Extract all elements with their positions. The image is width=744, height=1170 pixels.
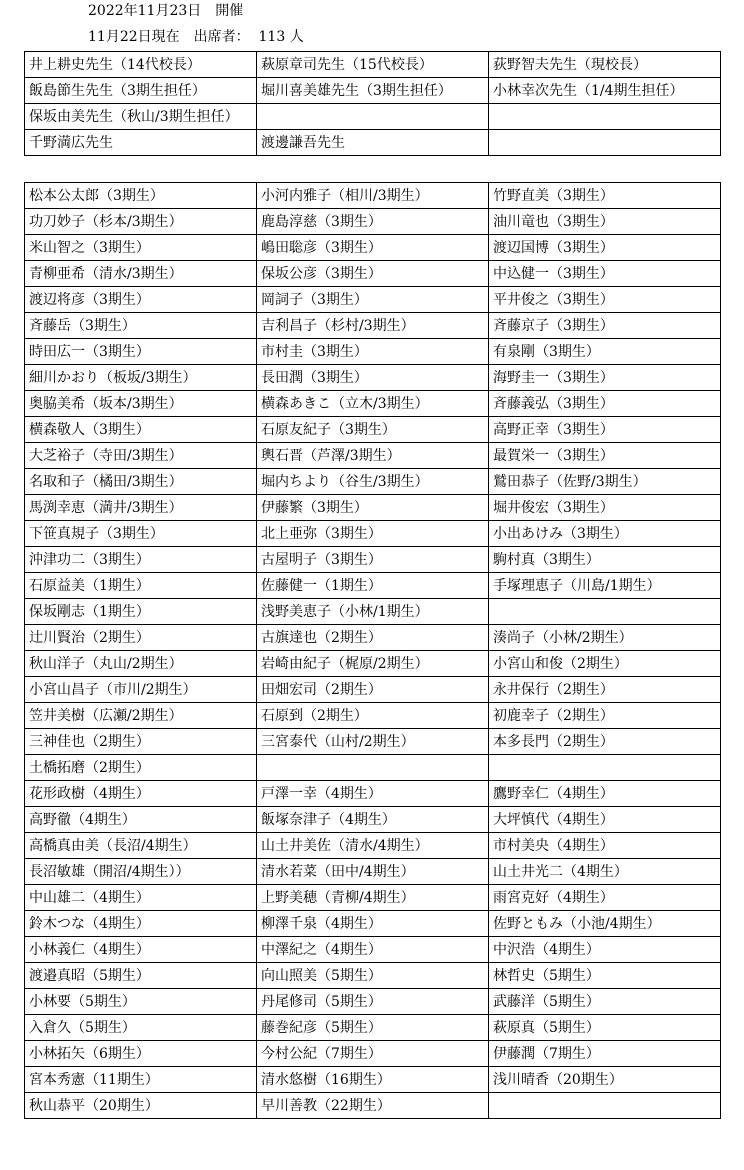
alumni-row: [25, 443, 721, 469]
alumni-row-cell: 中込健一（3期生）: [489, 261, 721, 287]
alumni-row-cell: 松本公太郎（3期生）: [25, 183, 257, 209]
alumni-row: [25, 339, 721, 365]
alumni-row-cell: 横森あきこ（立木/3期生）: [257, 391, 489, 417]
alumni-row-cell: 嶋田聡彦（3期生）: [257, 235, 489, 261]
teacher-row-cell: 堀川喜美雄先生（3期生担任）: [257, 78, 489, 104]
alumni-row-cell: 古屋明子（3期生）: [257, 547, 489, 573]
alumni-row-cell: 平井俊之（3期生）: [489, 287, 721, 313]
alumni-row-cell: 古旗達也（2期生）: [257, 625, 489, 651]
alumni-row-cell: 小林拓矢（6期生）: [25, 1041, 257, 1067]
alumni-row-cell: 最賀栄一（3期生）: [489, 443, 721, 469]
alumni-row-cell: 山土井美佐（清水/4期生）: [257, 833, 489, 859]
alumni-row: [25, 547, 721, 573]
alumni-row: [25, 469, 721, 495]
alumni-row-cell: 清水悠樹（16期生）: [257, 1067, 489, 1093]
alumni-row: [25, 1093, 721, 1119]
alumni-row-cell: 竹野直美（3期生）: [489, 183, 721, 209]
alumni-row-cell: [489, 1093, 721, 1119]
alumni-row-cell: 武藤洋（5期生）: [489, 989, 721, 1015]
teacher-row: [25, 52, 721, 78]
alumni-row-cell: 山土井光二（4期生）: [489, 859, 721, 885]
alumni-row: [25, 859, 721, 885]
alumni-row-cell: 今村公紀（7期生）: [257, 1041, 489, 1067]
alumni-row-cell: 高野正幸（3期生）: [489, 417, 721, 443]
alumni-row-cell: 浅野美恵子（小林/1期生）: [257, 599, 489, 625]
alumni-row-cell: 吉利昌子（杉村/3期生）: [257, 313, 489, 339]
teacher-row-cell: [257, 104, 489, 130]
alumni-row-cell: 時田広一（3期生）: [25, 339, 257, 365]
alumni-row-cell: 細川かおり（板坂/3期生）: [25, 365, 257, 391]
alumni-row-cell: 伊藤潤（7期生）: [489, 1041, 721, 1067]
alumni-row-cell: 鷹野幸仁（4期生）: [489, 781, 721, 807]
alumni-row: [25, 261, 721, 287]
alumni-row-cell: 佐野ともみ（小池/4期生）: [489, 911, 721, 937]
alumni-row: [25, 1067, 721, 1093]
alumni-row: [25, 495, 721, 521]
alumni-row: [25, 183, 721, 209]
alumni-row-cell: 小宮山昌子（市川/2期生）: [25, 677, 257, 703]
alumni-row-cell: 高橋真由美（長沼/4期生）: [25, 833, 257, 859]
alumni-row-cell: 斉藤岳（3期生）: [25, 313, 257, 339]
alumni-row-cell: 鈴木つな（4期生）: [25, 911, 257, 937]
teacher-row-cell: 飯島節生先生（3期生担任）: [25, 78, 257, 104]
alumni-table: [24, 182, 721, 1119]
alumni-row-cell: 向山照美（5期生）: [257, 963, 489, 989]
alumni-row-cell: 秋山洋子（丸山/2期生）: [25, 651, 257, 677]
alumni-row-cell: 功刀妙子（杉本/3期生）: [25, 209, 257, 235]
teacher-row: [25, 78, 721, 104]
teacher-row-cell: 荻野智夫先生（現校長）: [489, 52, 721, 78]
alumni-row-cell: 保坂公彦（3期生）: [257, 261, 489, 287]
alumni-row: [25, 625, 721, 651]
alumni-row-cell: 入倉久（5期生）: [25, 1015, 257, 1041]
alumni-row: [25, 729, 721, 755]
alumni-row-cell: 上野美穂（青柳/4期生）: [257, 885, 489, 911]
alumni-row-cell: 岩崎由紀子（梶原/2期生）: [257, 651, 489, 677]
alumni-row: [25, 963, 721, 989]
alumni-row: [25, 677, 721, 703]
alumni-row-cell: 三神佳也（2期生）: [25, 729, 257, 755]
alumni-row-cell: 中澤紀之（4期生）: [257, 937, 489, 963]
alumni-row: [25, 521, 721, 547]
alumni-row-cell: 青柳亜希（清水/3期生）: [25, 261, 257, 287]
teacher-row-cell: 千野満広先生: [25, 130, 257, 156]
alumni-row-cell: 秋山恭平（20期生）: [25, 1093, 257, 1119]
alumni-row: [25, 703, 721, 729]
alumni-row-cell: 市村美央（4期生）: [489, 833, 721, 859]
alumni-row-cell: 飯塚奈津子（4期生）: [257, 807, 489, 833]
alumni-row-cell: 田畑宏司（2期生）: [257, 677, 489, 703]
alumni-row-cell: 堀内ちより（谷生/3期生）: [257, 469, 489, 495]
alumni-row-cell: 渡邉真昭（5期生）: [25, 963, 257, 989]
alumni-row-cell: 米山智之（3期生）: [25, 235, 257, 261]
alumni-row-cell: 大坪慎代（4期生）: [489, 807, 721, 833]
alumni-row-cell: 岡詞子（3期生）: [257, 287, 489, 313]
alumni-row-cell: 中山雄二（4期生）: [25, 885, 257, 911]
alumni-row-cell: 湊尚子（小林/2期生）: [489, 625, 721, 651]
alumni-row-cell: 石原到（2期生）: [257, 703, 489, 729]
alumni-row-cell: 鷲田恭子（佐野/3期生）: [489, 469, 721, 495]
alumni-row-cell: 永井保行（2期生）: [489, 677, 721, 703]
alumni-row-cell: 中沢浩（4期生）: [489, 937, 721, 963]
alumni-row-cell: 三宮泰代（山村/2期生）: [257, 729, 489, 755]
alumni-row-cell: 伊藤繁（3期生）: [257, 495, 489, 521]
alumni-row: [25, 833, 721, 859]
alumni-row: [25, 755, 721, 781]
teacher-row-cell: [489, 130, 721, 156]
alumni-row-cell: 渡辺国博（3期生）: [489, 235, 721, 261]
alumni-row: [25, 1015, 721, 1041]
alumni-row-cell: 浅川晴香（20期生）: [489, 1067, 721, 1093]
alumni-row-cell: 海野圭一（3期生）: [489, 365, 721, 391]
teacher-row-cell: [489, 104, 721, 130]
alumni-row-cell: [257, 755, 489, 781]
alumni-row-cell: 名取和子（橘田/3期生）: [25, 469, 257, 495]
alumni-row-cell: 萩原真（5期生）: [489, 1015, 721, 1041]
alumni-row-cell: 笠井美樹（広瀬/2期生）: [25, 703, 257, 729]
alumni-row-cell: 小宮山和俊（2期生）: [489, 651, 721, 677]
alumni-row-cell: 長沼敏雄（開沼/4期生））: [25, 859, 257, 885]
alumni-row-cell: 宮本秀憲（11期生）: [25, 1067, 257, 1093]
alumni-row-cell: 清水若菜（田中/4期生）: [257, 859, 489, 885]
teacher-row: [25, 130, 721, 156]
alumni-row-cell: 土橋拓磨（2期生）: [25, 755, 257, 781]
alumni-row-cell: 早川善教（22期生）: [257, 1093, 489, 1119]
alumni-row-cell: [489, 755, 721, 781]
teacher-row-cell: 小林幸次先生（1/4期生担任）: [489, 78, 721, 104]
alumni-row-cell: 有泉剛（3期生）: [489, 339, 721, 365]
alumni-row: [25, 885, 721, 911]
alumni-row-cell: 油川竜也（3期生）: [489, 209, 721, 235]
alumni-row-cell: 輿石晋（芦澤/3期生）: [257, 443, 489, 469]
alumni-row-cell: 馬渕幸恵（満井/3期生）: [25, 495, 257, 521]
alumni-row-cell: 下笹真規子（3期生）: [25, 521, 257, 547]
alumni-row-cell: 北上亜弥（3期生）: [257, 521, 489, 547]
alumni-row: [25, 937, 721, 963]
alumni-row-cell: 小林義仁（4期生）: [25, 937, 257, 963]
alumni-row-cell: 駒村真（3期生）: [489, 547, 721, 573]
alumni-row: [25, 599, 721, 625]
alumni-row-cell: 堀井俊宏（3期生）: [489, 495, 721, 521]
event-date: 2022年11月23日 開催: [88, 3, 244, 19]
alumni-row-cell: 初鹿幸子（2期生）: [489, 703, 721, 729]
teacher-row-cell: 井上耕史先生（14代校長）: [25, 52, 257, 78]
alumni-row-cell: 横森敬人（3期生）: [25, 417, 257, 443]
alumni-row-cell: 林哲史（5期生）: [489, 963, 721, 989]
alumni-row: [25, 573, 721, 599]
alumni-row-cell: 雨宮克好（4期生）: [489, 885, 721, 911]
alumni-row-cell: 丹尾修司（5期生）: [257, 989, 489, 1015]
alumni-row-cell: 大芝裕子（寺田/3期生）: [25, 443, 257, 469]
alumni-row-cell: 長田潤（3期生）: [257, 365, 489, 391]
alumni-row-cell: 小林要（5期生）: [25, 989, 257, 1015]
teacher-row: [25, 104, 721, 130]
alumni-row-cell: 小出あけみ（3期生）: [489, 521, 721, 547]
alumni-row: [25, 209, 721, 235]
alumni-row-cell: 佐藤健一（1期生）: [257, 573, 489, 599]
alumni-row: [25, 417, 721, 443]
alumni-row: [25, 651, 721, 677]
alumni-row-cell: 辻川賢治（2期生）: [25, 625, 257, 651]
alumni-row-cell: 戸澤一幸（4期生）: [257, 781, 489, 807]
alumni-row-cell: 花形政樹（4期生）: [25, 781, 257, 807]
alumni-row-cell: 市村圭（3期生）: [257, 339, 489, 365]
alumni-row-cell: 鹿島淳慈（3期生）: [257, 209, 489, 235]
alumni-row: [25, 287, 721, 313]
alumni-row: [25, 781, 721, 807]
teacher-row-cell: 保坂由美先生（秋山/3期生担任）: [25, 104, 257, 130]
alumni-row: [25, 235, 721, 261]
teacher-row-cell: 萩原章司先生（15代校長）: [257, 52, 489, 78]
alumni-row-cell: 奥脇美希（坂本/3期生）: [25, 391, 257, 417]
alumni-row: [25, 313, 721, 339]
alumni-row: [25, 391, 721, 417]
alumni-row-cell: 本多長門（2期生）: [489, 729, 721, 755]
alumni-row: [25, 989, 721, 1015]
alumni-row-cell: 斉藤京子（3期生）: [489, 313, 721, 339]
alumni-row: [25, 911, 721, 937]
teachers-table: [24, 51, 721, 156]
alumni-row-cell: 藤巻紀彦（5期生）: [257, 1015, 489, 1041]
alumni-row-cell: 柳澤千泉（4期生）: [257, 911, 489, 937]
alumni-row-cell: [489, 599, 721, 625]
attendance-count: 11月22日現在 出席者： 113 人: [88, 29, 304, 45]
alumni-row-cell: 渡辺将彦（3期生）: [25, 287, 257, 313]
alumni-row-cell: 保坂剛志（1期生）: [25, 599, 257, 625]
alumni-row: [25, 1041, 721, 1067]
alumni-row: [25, 365, 721, 391]
alumni-row-cell: 高野徹（4期生）: [25, 807, 257, 833]
alumni-row-cell: 手塚理恵子（川島/1期生）: [489, 573, 721, 599]
alumni-row-cell: 石原友紀子（3期生）: [257, 417, 489, 443]
alumni-row-cell: 石原益美（1期生）: [25, 573, 257, 599]
alumni-row: [25, 807, 721, 833]
alumni-row-cell: 斉藤義弘（3期生）: [489, 391, 721, 417]
teacher-row-cell: 渡邊謙吾先生: [257, 130, 489, 156]
alumni-row-cell: 沖津功二（3期生）: [25, 547, 257, 573]
alumni-row-cell: 小河内雅子（相川/3期生）: [257, 183, 489, 209]
